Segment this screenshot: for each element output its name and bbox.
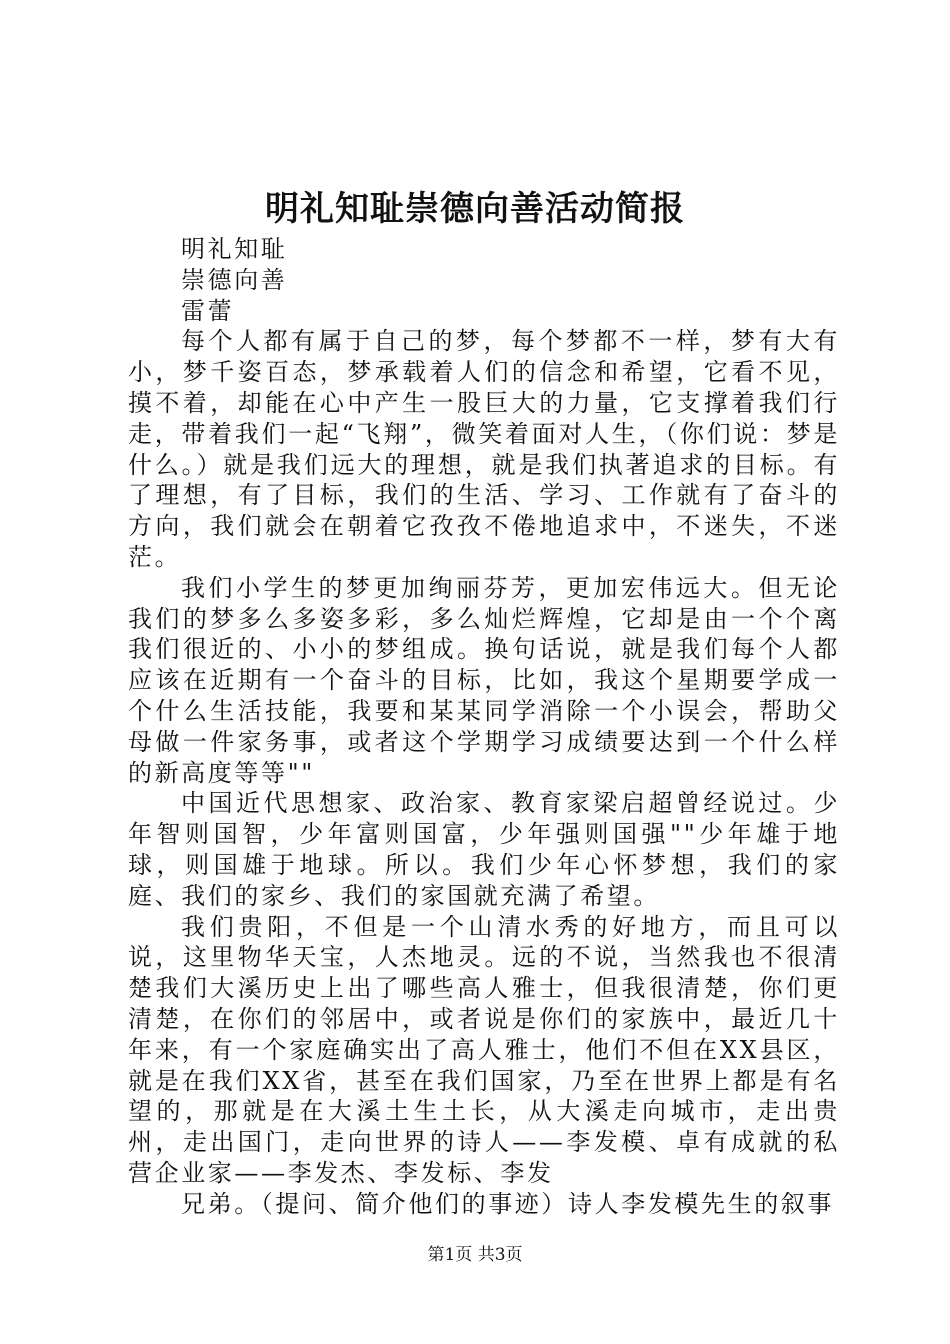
document-body — [128, 234, 840, 1220]
author-name: 雷蕾 — [181, 296, 235, 325]
body-paragraph: 每个人都有属于自己的梦，每个梦都不一样，梦有大有小，梦千姿百态，梦承载着人们的信念和希望，它看不见，摸不着，却能在心中产生一股巨大的力量，它支撑着我们行走，带着我们一起“飞翔”，微笑着面对人生，（你们说：梦是什么。）就是我们远大的理想，就是我们执著追求的目标。有了理想，有了目标，我们的生活、学习、工作就有了奋斗的方向，我们就会在朝着它孜孜不倦地追求中，不迷失，不迷茫。 — [128, 327, 840, 571]
body-paragraph: 兄弟。（提问、简介他们的事迹）诗人李发模先生的叙事 — [181, 1189, 834, 1218]
subtitle-line: 崇德向善 — [181, 265, 288, 294]
document-title: 明礼知耻崇德向善活动简报 — [265, 189, 685, 229]
body-paragraph: 我们小学生的梦更加绚丽芬芳，更加宏伟远大。但无论我们的梦多么多姿多彩，多么灿烂辉煌，它却是由一个个离我们很近的、小小的梦组成。换句话说，就是我们每个人都应该在近期有一个奋斗的目标，比如，我这个星期要学成一个什么生活技能，我要和某某同学消除一个小误会，帮助父母做一件家务事，或者这个学期学习成绩要达到一个什么样的新高度等等"" — [128, 573, 840, 787]
body-paragraph: 我们贵阳，不但是一个山清水秀的好地方，而且可以说，这里物华天宝，人杰地灵。远的不说，当然我也不很清楚我们大溪历史上出了哪些高人雅士，但我很清楚，你们更清楚，在你们的邻居中，或者说是你们的家族中，最近几十年来，有一个家庭确实出了高人雅士，他们不但在XX县区，就是在我们XX省，甚至在我们国家，乃至在世界上都是有名望的，那就是在大溪土生土长，从大溪走向城市，走出贵州，走出国门，走向世界的诗人——李发模、卓有成就的私营企业家——李发杰、李发标、李发 — [128, 912, 840, 1187]
page-footer: 第1页 共3页 — [427, 1245, 523, 1265]
body-paragraph: 中国近代思想家、政治家、教育家梁启超曾经说过。少年智则国智，少年富则国富，少年强则国强""少年雄于地球，则国雄于地球。所以。我们少年心怀梦想，我们的家庭、我们的家乡、我们的家国就充满了希望。 — [128, 789, 840, 910]
subtitle-line: 明礼知耻 — [181, 235, 288, 263]
